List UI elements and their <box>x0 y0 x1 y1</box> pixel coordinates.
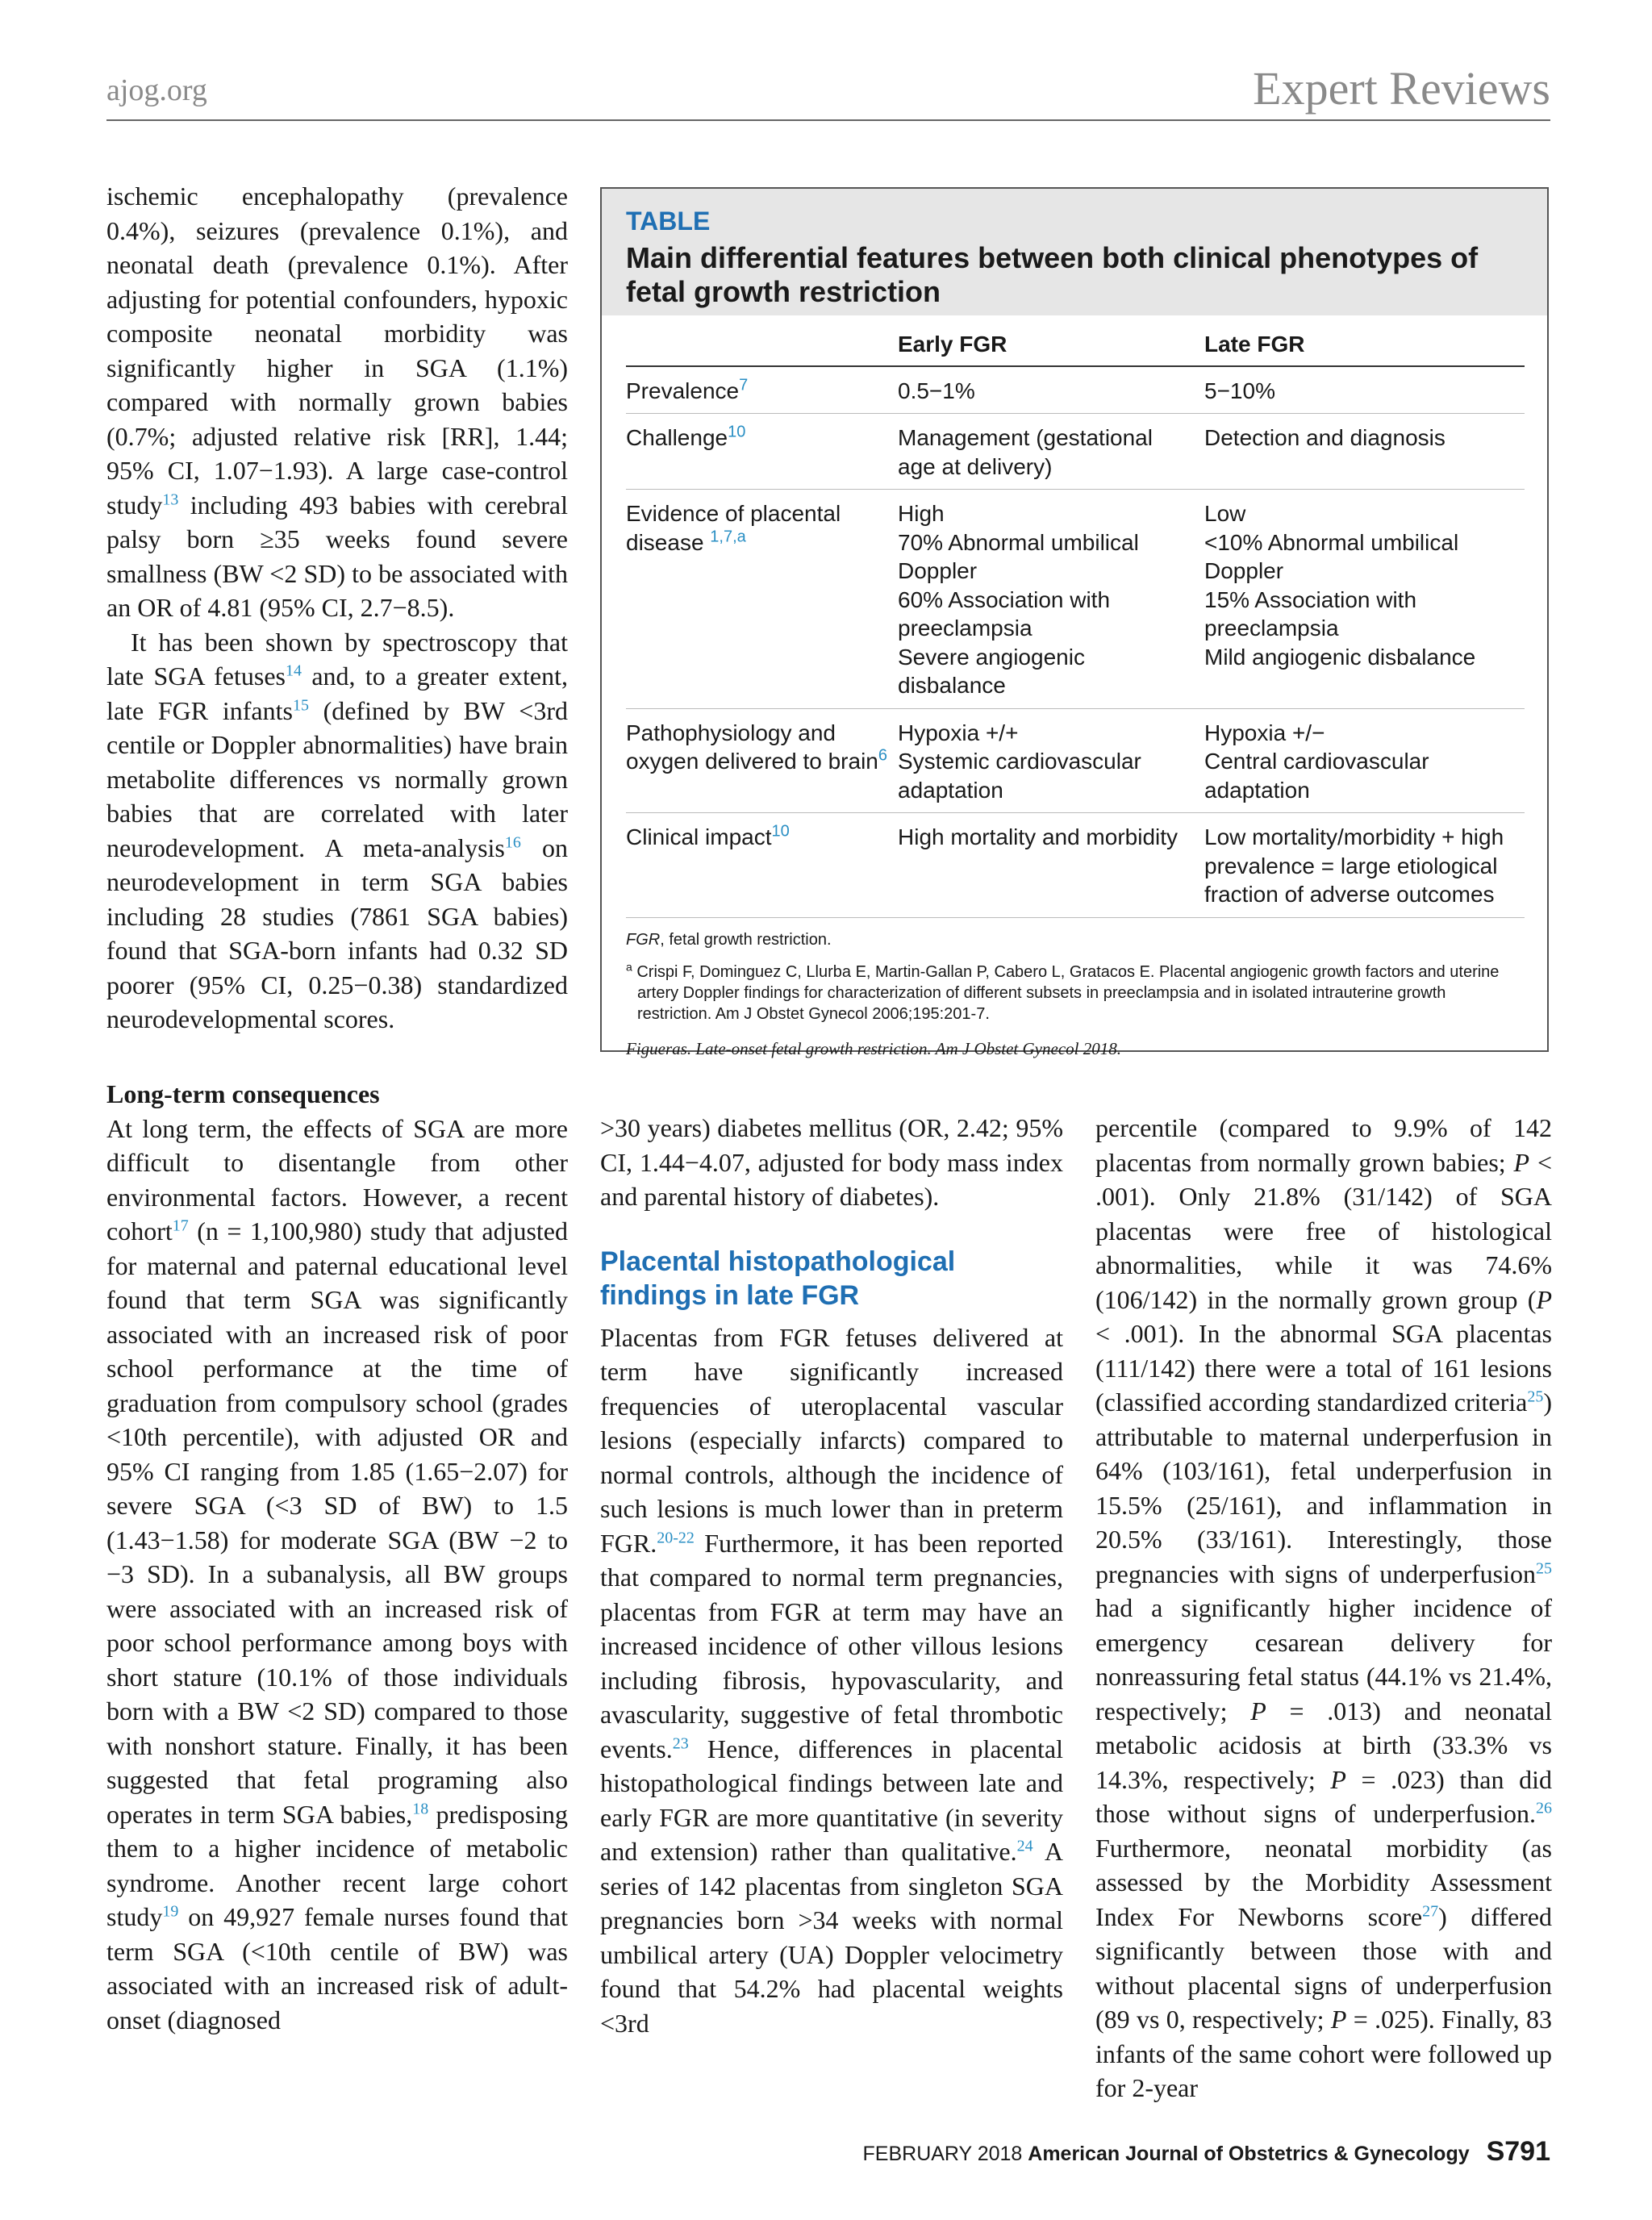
table-footnote-abbrev <box>626 929 1523 950</box>
cell-line: <10% Abnormal umbilical Doppler <box>1204 529 1459 583</box>
table-title: Main differential features between both clinical phenotypes of fetal growth restriction <box>626 241 1479 308</box>
column-3 <box>1095 1111 1552 2105</box>
features-table <box>626 320 1525 918</box>
citation-ref[interactable]: 14 <box>285 661 302 680</box>
citation-ref[interactable]: 15 <box>292 695 309 714</box>
table-box <box>600 187 1549 1058</box>
italic-symbol: P <box>1330 1764 1346 1794</box>
late-fgr-cell <box>1204 813 1525 918</box>
paragraph: Placentas from FGR fetuses delivered at term have significantly increased frequencies of uteroplacental vascular lesions (especially infarcts) compared to normal controls, although the incidence of such lesions is much lower than in preterm FGR.$^{20-22}$ Furthermore, it has been reported that compared to normal term pregnancies, placentas from FGR at term may have an increased incidence of other villous lesions including fibrosis, hypovascularity, and avascularity, suggestive of fetal thrombotic events.$^{23}$ Hence, differences in placental histopathological findings between late and early FGR are more quantitative (in severity and extension) rather than qualitative.$^{24}$ A series of 142 placentas from singleton SGA pregnancies born >34 weeks with normal umbilical artery (UA) Doppler velocimetry found that 54.2% had placental weights <3rd <box>600 1322 1063 2038</box>
paragraph: >30 years) diabetes mellitus (OR, 2.42; 95% CI, 1.44−4.07, adjusted for body mass index and parental history of diabetes). <box>600 1113 1063 1211</box>
table-row <box>626 813 1525 918</box>
citation-ref[interactable]: 26 <box>1536 1799 1552 1817</box>
citation-ref[interactable]: 25 <box>1527 1388 1544 1406</box>
citation-ref[interactable]: 16 <box>504 832 521 851</box>
paragraph: It has been shown by spectroscopy that late SGA fetuses$^{14}$ and, to a greater extent, late FGR infants$^{15}$ (defined by BW <3rd centile or Doppler abnormalities) have brain metabolite differences vs normally grown babies that are correlated with later neurodevelopment. A meta-analysis$^{16}$ on neurodevelopment in term SGA babies including 28 studies (7861 SGA babies) found that SGA-born infants had 0.32 SD poorer (95% CI, 0.25−0.38) standardized neurodevelopmental scores. <box>106 627 569 1033</box>
cell-line: Management (gestational age at delivery) <box>898 425 1153 479</box>
citation-ref[interactable]: 24 <box>1016 1837 1033 1855</box>
cell-line: Low mortality/morbidity + high prevalence = large etiological fraction of adverse outcomes <box>1204 824 1504 907</box>
cell-line: 60% Association with preeclampsia <box>898 586 1111 641</box>
citation-ref[interactable]: 6 <box>878 746 887 765</box>
italic-symbol: P <box>1513 1147 1530 1177</box>
column-header: Late FGR <box>1204 320 1525 366</box>
cell-line: High <box>898 501 945 526</box>
cell-line: Mild angiogenic disbalance <box>1204 644 1476 670</box>
paragraph: ischemic encephalopathy (prevalence 0.4%), seizures (prevalence 0.1%), and neonatal death (prevalence 0.1%). After adjusting for potential confounders, hypoxic composite neonatal morbidity was significantly higher in SGA (1.1%) compared with normally grown babies (0.7%; adjusted relative risk [RR], 1.44; 95% CI, 1.07−1.93). A large case-control study$^{13}$ including 493 babies with cerebral palsy born ≥35 weeks found severe smallness (BW <2 SD) to be associated with an OR of 4.81 (95% CI, 2.7−8.5). <box>106 182 568 622</box>
table-row <box>626 490 1525 709</box>
feature-cell: Prevalence$^7$ <box>626 366 898 414</box>
footer-journal: American Journal of Obstetrics & Gynecology <box>1028 2143 1470 2165</box>
feature-cell: Evidence of placental disease $^{1,7,a}$ <box>626 490 898 709</box>
page-number: S791 <box>1486 2136 1550 2167</box>
early-fgr-cell <box>898 490 1204 709</box>
table-label: TABLE <box>626 207 711 236</box>
citation-ref[interactable]: 1,7,a <box>710 528 746 546</box>
feature-cell: Challenge$^{10}$ <box>626 414 898 490</box>
cell-line: Hypoxia +/− <box>1204 720 1325 745</box>
citation-ref[interactable]: 17 <box>172 1216 189 1235</box>
abbrev-definition: , fetal growth restriction. <box>660 930 832 949</box>
section-heading: Long-term consequences <box>106 1079 380 1108</box>
cell-line: 70% Abnormal umbilical Doppler <box>898 529 1139 583</box>
footer-date: FEBRUARY 2018 <box>862 2143 1023 2165</box>
table-header <box>602 189 1547 315</box>
citation-ref[interactable]: 27 <box>1422 1901 1439 1920</box>
footnote-text: Crispi F, Dominguez C, Llurba E, Martin-Gallan P, Cabero L, Gratacos E. Placental angiogenic growth factors and uterine artery Doppler findings for characterization of different subsets in preeclampsia and in isolated intrauterine growth restriction. Am J Obstet Gynecol 2006;195:201-7. <box>636 962 1500 1023</box>
citation-ref[interactable]: 18 <box>412 1799 429 1817</box>
table-footnote-ref <box>626 959 1523 1024</box>
paragraph: At long term, the effects of SGA are more difficult to disentangle from other environmental factors. However, a recent cohort$^{17}$ (n = 1,100,980) study that adjusted for maternal and paternal educational level found that term SGA was significantly associated with an increased risk of poor school performance at the time of graduation from compulsory school (grades <10th percentile), with adjusted OR and 95% CI ranging from 1.85 (1.65−2.07) for severe SGA (<3 SD of BW) to 1.5 (1.43−1.58) for moderate SGA (BW −2 to −3 SD). In a subanalysis, all BW groups were associated with an increased risk of poor school performance among boys with short stature (10.1% of those individuals born with a BW <2 SD) compared to those with nonshort stature. Finally, it has been suggested that fetal programing also operates in term SGA babies,$^{18}$ predisposing them to a higher incidence of metabolic syndrome. Another recent large cohort study$^{19}$ on 49,927 female nurses found that term SGA (<10th centile of BW) was associated with an increased risk of adult-onset (diagnosed <box>106 1113 569 2034</box>
footnote-mark: a <box>626 959 632 973</box>
late-fgr-cell <box>1204 414 1525 490</box>
late-fgr-cell <box>1204 490 1525 709</box>
cell-line: 15% Association with preeclampsia <box>1204 586 1417 641</box>
feature-cell: Pathophysiology and oxygen delivered to brain$^6$ <box>626 708 898 813</box>
citation-ref[interactable]: 20-22 <box>657 1528 695 1546</box>
cell-line: 0.5−1% <box>898 378 975 403</box>
cell-line: Hypoxia +/+ <box>898 720 1019 745</box>
section-heading: Placental histopathological findings in late FGR <box>600 1246 956 1311</box>
late-fgr-cell <box>1204 708 1525 813</box>
column-2 <box>600 1111 1063 2040</box>
italic-symbol: P <box>1250 1696 1266 1726</box>
citation-ref[interactable]: 7 <box>739 376 749 394</box>
italic-symbol: P <box>1536 1284 1552 1314</box>
citation-ref[interactable]: 25 <box>1536 1559 1552 1577</box>
paragraph: percentile (compared to 9.9% of 142 placentas from normally grown babies; P < .001). Only 21.8% (31/142) of SGA placentas were free of histological abnormalities, while it was 74.6% (106/142) in the normally grown group (P < .001). In the abnormal SGA placentas (111/142) there were a total of 161 lesions (classified according standardized criteria$^{25}$) attributable to maternal underperfusion in 64% (103/161), fetal underperfusion in 15.5% (25/161), and inflammation in 20.5% (33/161). Interestingly, those pregnancies with signs of underperfusion$^{25}$ had a significantly higher incidence of emergency cesarean delivery for nonreassuring fetal status (44.1% vs 21.4%, respectively; P = .013) and neonatal metabolic acidosis at birth (33.3% vs 14.3%, respectively; P = .023) than did those without signs of underperfusion.$^{26}$ Furthermore, neonatal morbidity (as assessed by the Morbidity Assessment Index For Newborns score$^{27}$) differed significantly between those with and without placental signs of underperfusion (89 vs 0, respectively; P = .025). Finally, 83 infants of the same cohort were followed up for 2-year <box>1095 1113 1553 2102</box>
column-1-top <box>106 179 568 1037</box>
italic-symbol: P <box>1330 2005 1347 2034</box>
column-header: Early FGR <box>898 320 1204 366</box>
page-footer <box>863 2136 1550 2168</box>
feature-cell: Clinical impact$^{10}$ <box>626 813 898 918</box>
early-fgr-cell <box>898 366 1204 414</box>
early-fgr-cell <box>898 813 1204 918</box>
cell-line: 5−10% <box>1204 378 1275 403</box>
header-rule <box>106 119 1550 121</box>
cell-line: Detection and diagnosis <box>1204 425 1446 450</box>
table-row <box>626 708 1525 813</box>
cell-line: Central cardiovascular adaptation <box>1204 749 1429 803</box>
early-fgr-cell <box>898 708 1204 813</box>
cell-line: Low <box>1204 501 1246 526</box>
header-section: Expert Reviews <box>1253 62 1550 115</box>
column-1-bottom <box>106 1077 568 2037</box>
cell-line: Severe angiogenic disbalance <box>898 644 1085 698</box>
column-header <box>626 320 898 366</box>
citation-ref[interactable]: 10 <box>771 822 790 841</box>
abbrev-term: FGR <box>626 930 661 949</box>
late-fgr-cell <box>1204 366 1525 414</box>
table-row <box>626 366 1525 414</box>
table-source: Figueras. Late-onset fetal growth restriction. Am J Obstet Gynecol 2018. <box>626 1038 1121 1058</box>
citation-ref[interactable]: 19 <box>162 1902 179 1921</box>
citation-ref[interactable]: 13 <box>162 490 179 508</box>
cell-line: Systemic cardiovascular adaptation <box>898 749 1141 803</box>
cell-line: High mortality and morbidity <box>898 824 1179 849</box>
header-site: ajog.org <box>106 73 207 107</box>
citation-ref[interactable]: 23 <box>672 1734 689 1752</box>
table-row <box>626 414 1525 490</box>
citation-ref[interactable]: 10 <box>728 423 746 441</box>
early-fgr-cell <box>898 414 1204 490</box>
